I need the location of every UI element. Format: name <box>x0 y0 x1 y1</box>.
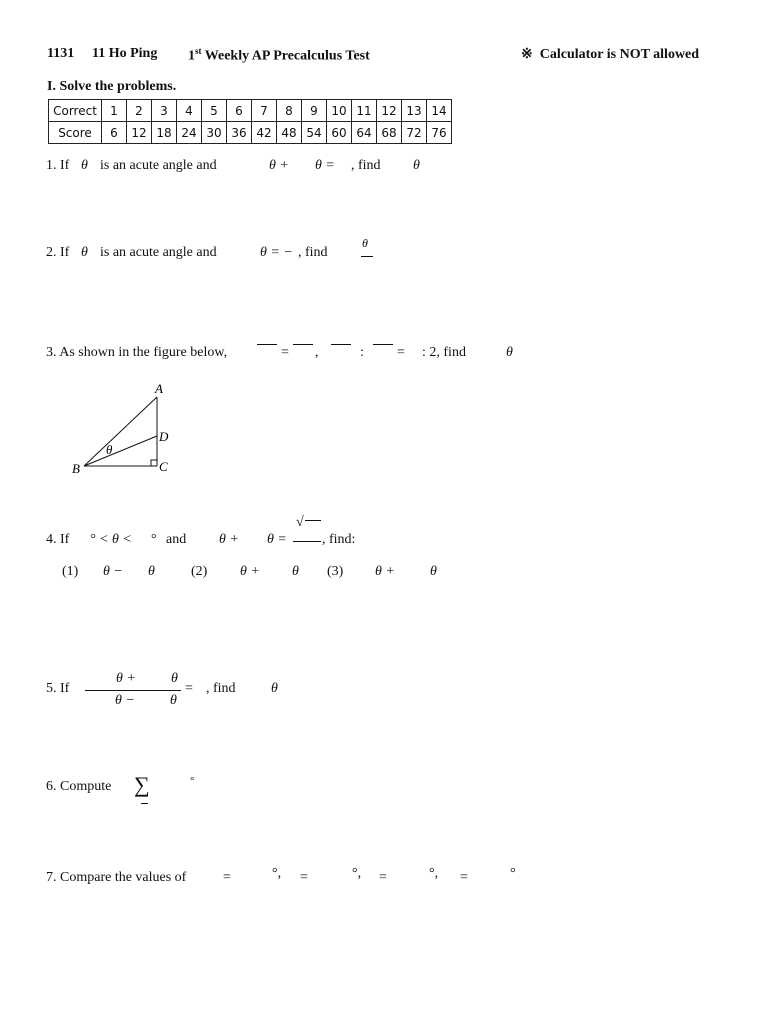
q1-text: is an acute angle and <box>100 158 217 173</box>
q2-find: , find <box>298 245 328 260</box>
q7-eq-3: = <box>379 870 387 885</box>
score-cell: 12 <box>127 122 152 144</box>
correct-cell: 6 <box>227 100 252 122</box>
score-cell: 68 <box>377 122 402 144</box>
q1-lead: 1. If <box>46 158 70 173</box>
q3-ratio: : <box>360 345 364 360</box>
q4-find: , find: <box>322 532 356 547</box>
notice-mark-icon: ※ <box>521 47 533 62</box>
segment-ab <box>84 397 157 466</box>
q4-part-3: (3) <box>327 564 344 579</box>
q4-part-3-expr: θ + <box>375 564 395 579</box>
q4-lead: 4. If <box>46 532 70 547</box>
q7-lead: 7. Compare the values of <box>46 870 187 885</box>
score-cell: 54 <box>302 122 327 144</box>
q7-eq-2: = <box>300 870 308 885</box>
q4-part-2: (2) <box>191 564 208 579</box>
q5-denominator-1: θ − <box>115 693 135 708</box>
q7-deg-3: °, <box>429 866 439 881</box>
sigma-icon: ∑ <box>134 772 150 797</box>
q4-part-1-theta: θ <box>148 564 155 579</box>
q3-overline-4 <box>373 344 393 345</box>
point-d-label: D <box>159 429 169 444</box>
q3-lead: 3. As shown in the figure below, <box>46 345 228 360</box>
right-angle-mark <box>151 460 157 466</box>
q5-numerator-2: θ <box>171 671 178 686</box>
q5-eq: = <box>185 681 193 696</box>
score-cell: 18 <box>152 122 177 144</box>
vertex-c-label: C <box>159 459 168 474</box>
score-cell: 30 <box>202 122 227 144</box>
correct-cell: 4 <box>177 100 202 122</box>
q5-target: θ <box>271 681 278 696</box>
ordinal-suffix: st <box>195 46 202 56</box>
q4-part-2-expr: θ + <box>240 564 260 579</box>
q3-comma: , <box>315 345 319 360</box>
vertex-b-label: B <box>72 461 80 476</box>
notice-text: Calculator is NOT allowed <box>539 47 700 62</box>
q4-part-1: (1) <box>62 564 79 579</box>
q3-eq-1: = <box>281 345 289 360</box>
q7-deg-4: ° <box>510 866 516 881</box>
section-heading: I. Solve the problems. <box>47 79 177 94</box>
q2-theta: θ <box>81 245 88 260</box>
triangle-figure <box>60 378 190 478</box>
correct-row <box>49 100 452 122</box>
q5-numerator-1: θ + <box>116 671 136 686</box>
q7-eq-1: = <box>223 870 231 885</box>
correct-cell: 10 <box>327 100 352 122</box>
vertex-a-label: A <box>155 381 163 396</box>
correct-cell: 3 <box>152 100 177 122</box>
q4-part-3-theta: θ <box>430 564 437 579</box>
q3-overline-3 <box>331 344 351 345</box>
class-code: 1131 <box>47 46 75 61</box>
q5-denominator-2: θ <box>170 693 177 708</box>
score-cell: 42 <box>252 122 277 144</box>
q1-find: , find <box>351 158 381 173</box>
correct-cell: 7 <box>252 100 277 122</box>
q5-find: , find <box>206 681 236 696</box>
q7-eq-4: = <box>460 870 468 885</box>
q2-fraction-bar <box>361 256 373 257</box>
q5-lead: 5. If <box>46 681 70 696</box>
score-cell: 76 <box>427 122 452 144</box>
correct-cell: 9 <box>302 100 327 122</box>
q4-sqrt-bar <box>305 520 321 521</box>
q6-degree: ° <box>190 775 195 787</box>
score-cell: 6 <box>102 122 127 144</box>
q3-find: : 2, find <box>422 345 466 360</box>
correct-cell: 11 <box>352 100 377 122</box>
q4-range-end: ° <box>151 532 157 547</box>
class-name: 11 Ho Ping <box>92 46 158 61</box>
q5-fraction-bar <box>85 690 181 691</box>
q2-expr: θ = − <box>260 245 293 260</box>
q4-sqrt: √ <box>296 515 304 530</box>
q3-eq-2: = <box>397 345 405 360</box>
q6-lead: 6. Compute <box>46 779 112 794</box>
q2-fraction-top: θ <box>362 236 368 250</box>
score-cell: 72 <box>402 122 427 144</box>
score-cell: 60 <box>327 122 352 144</box>
correct-cell: 5 <box>202 100 227 122</box>
q4-and: and <box>166 532 187 547</box>
calculator-notice <box>521 46 699 63</box>
segment-bd <box>84 436 157 466</box>
ordinal: 1 <box>188 48 195 64</box>
q1-expr-2: θ = <box>315 158 335 173</box>
q6-lower-limit-mark <box>141 803 148 804</box>
score-cell: 48 <box>277 122 302 144</box>
q4-expr-1: θ + <box>219 532 239 547</box>
score-table <box>48 99 452 144</box>
q4-part-1-expr: θ − <box>103 564 123 579</box>
q3-overline-1 <box>257 344 277 345</box>
correct-label: Correct <box>49 100 102 122</box>
q1-expr-1: θ + <box>269 158 289 173</box>
correct-cell: 8 <box>277 100 302 122</box>
q4-range: ° < θ < <box>90 532 132 547</box>
correct-cell: 1 <box>102 100 127 122</box>
correct-cell: 12 <box>377 100 402 122</box>
score-cell: 36 <box>227 122 252 144</box>
title-text: Weekly AP Precalculus Test <box>204 48 370 64</box>
score-cell: 64 <box>352 122 377 144</box>
q1-theta: θ <box>81 158 88 173</box>
q2-text: is an acute angle and <box>100 245 217 260</box>
q2-lead: 2. If <box>46 245 70 260</box>
correct-cell: 13 <box>402 100 427 122</box>
q4-part-2-theta: θ <box>292 564 299 579</box>
q3-overline-2 <box>293 344 313 345</box>
correct-cell: 2 <box>127 100 152 122</box>
q7-deg-1: °, <box>272 866 282 881</box>
score-label: Score <box>49 122 102 144</box>
angle-theta-label: θ <box>106 442 113 457</box>
q4-expr-2: θ = <box>267 532 287 547</box>
score-cell: 24 <box>177 122 202 144</box>
correct-cell: 14 <box>427 100 452 122</box>
q7-deg-2: °, <box>352 866 362 881</box>
q1-target: θ <box>413 158 420 173</box>
test-title <box>188 46 370 65</box>
q3-target: θ <box>506 345 513 360</box>
score-row <box>49 122 452 144</box>
q4-fraction-bar <box>293 541 321 542</box>
